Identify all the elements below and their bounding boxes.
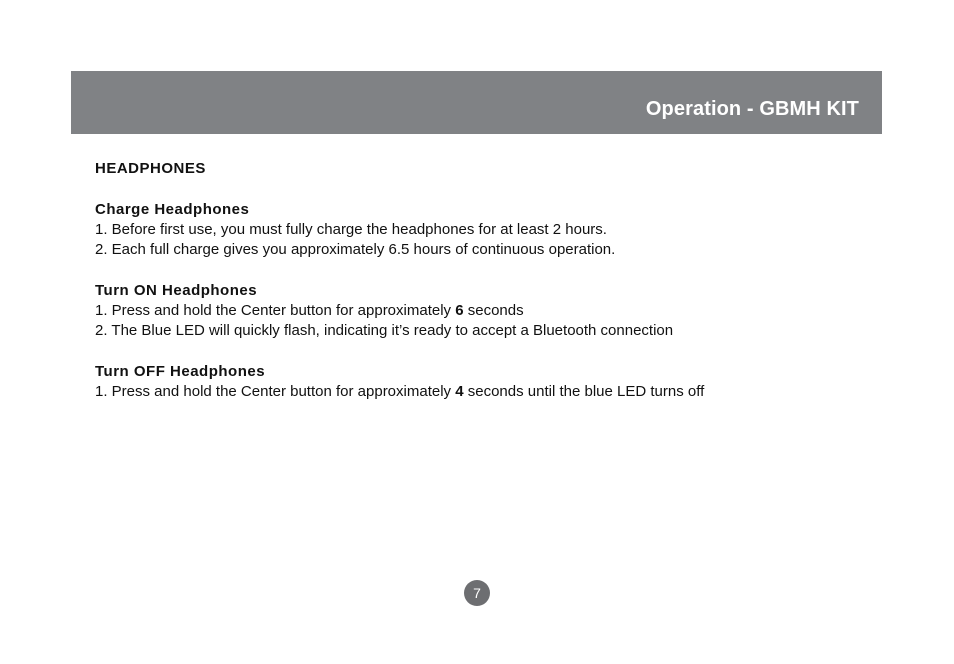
charge-headphones-heading: Charge Headphones	[95, 201, 250, 218]
turn-on-step-1-text: 1. Press and hold the Center button for approximately	[95, 302, 456, 319]
turn-on-step-2: 2. The Blue LED will quickly flash, indicating it’s ready to accept a Bluetooth connection	[95, 322, 674, 339]
section-heading: HEADPHONES	[95, 160, 206, 177]
turn-off-heading: Turn OFF Headphones	[95, 363, 266, 380]
charge-step-2: 2. Each full charge gives you approximately 6.5 hours of continuous operation.	[95, 241, 616, 258]
turn-off-step-1-text: 1. Press and hold the Center button for approximately	[95, 383, 456, 400]
page-title: Operation - GBMH KIT	[645, 98, 859, 120]
turn-off-step-1-suffix: seconds until the blue LED turns off	[463, 383, 705, 400]
charge-step-1: 1. Before first use, you must fully charge the headphones for at least 2 hours.	[95, 221, 607, 238]
content-area	[95, 159, 875, 423]
page-number-badge: 7	[464, 580, 490, 606]
turn-off-block	[95, 362, 875, 402]
turn-on-step-1-suffix: seconds	[463, 302, 524, 319]
turn-on-heading: Turn ON Headphones	[95, 282, 258, 299]
turn-on-block	[95, 281, 875, 341]
turn-on-seconds-value: 6	[455, 302, 464, 319]
charge-headphones-block	[95, 200, 875, 260]
turn-off-step-1	[95, 382, 875, 402]
header-bar	[71, 71, 882, 134]
turn-off-seconds-value: 4	[455, 383, 464, 400]
turn-on-step-1	[95, 301, 875, 321]
